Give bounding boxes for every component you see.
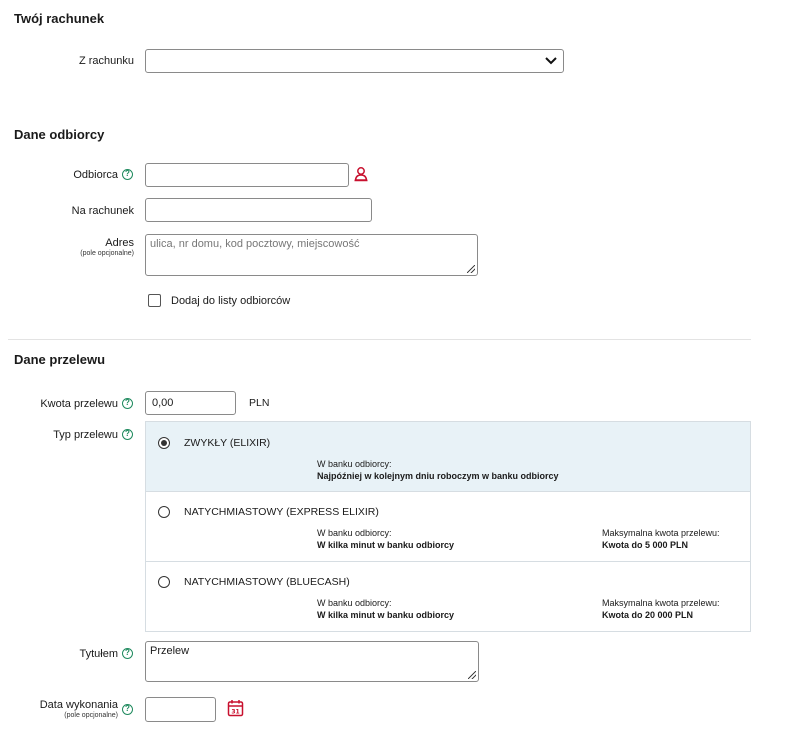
title-label: Tytułem (79, 648, 118, 660)
option-title: ZWYKŁY (ELIXIR) (184, 437, 271, 449)
radio-elixir[interactable] (158, 437, 170, 449)
option-title: NATYCHMIASTOWY (BLUECASH) (184, 576, 350, 588)
option-title: NATYCHMIASTOWY (EXPRESS ELIXIR) (184, 506, 379, 518)
bank-value: Najpóźniej w kolejnym dniu roboczym w banku odbiorcy (317, 471, 559, 481)
radio-express-elixir[interactable] (158, 506, 170, 518)
section-title-recipient: Dane odbiorcy (14, 127, 105, 142)
recipient-name-label: Odbiorca (73, 169, 118, 181)
max-amount-label: Maksymalna kwota przelewu: (602, 528, 720, 538)
bank-value: W kilka minut w banku odbiorcy (317, 540, 455, 550)
date-sublabel: (pole opcjonalne) (64, 712, 118, 719)
add-to-list-label[interactable]: Dodaj do listy odbiorców (171, 295, 291, 307)
chevron-down-icon (545, 57, 557, 65)
address-sublabel: (pole opcjonalne) (80, 250, 134, 257)
address-book-person-icon[interactable] (353, 166, 369, 182)
date-input[interactable] (145, 697, 216, 722)
bank-label: W banku odbiorcy: (317, 528, 392, 538)
help-circle-icon[interactable]: ? (122, 169, 133, 180)
radio-bluecash[interactable] (158, 576, 170, 588)
from-account-select[interactable] (145, 49, 564, 73)
recipient-name-input[interactable] (145, 163, 349, 187)
bank-label: W banku odbiorcy: (317, 459, 392, 469)
max-amount-label: Maksymalna kwota przelewu: (602, 598, 720, 608)
resize-grip-icon[interactable] (467, 265, 475, 273)
bank-value: W kilka minut w banku odbiorcy (317, 610, 455, 620)
section-divider (8, 339, 751, 340)
resize-grip-icon[interactable] (468, 671, 476, 679)
calendar-day-text: 31 (231, 708, 240, 716)
help-circle-icon[interactable]: ? (122, 398, 133, 409)
address-textarea[interactable] (145, 234, 478, 276)
help-circle-icon[interactable]: ? (122, 704, 133, 715)
address-placeholder: ulica, nr domu, kod pocztowy, miejscowość (150, 238, 360, 250)
add-to-list-checkbox[interactable] (148, 294, 161, 307)
currency-label: PLN (249, 397, 270, 409)
section-title-transfer: Dane przelewu (14, 352, 106, 367)
recipient-account-label: Na rachunek (71, 205, 134, 217)
date-label: Data wykonania (39, 699, 118, 711)
bank-label: W banku odbiorcy: (317, 598, 392, 608)
address-label: Adres (105, 237, 134, 249)
section-title-account: Twój rachunek (14, 11, 105, 26)
max-amount-value: Kwota do 5 000 PLN (602, 540, 689, 550)
transfer-type-label: Typ przelewu (53, 429, 118, 441)
transfer-option-elixir[interactable] (145, 421, 751, 492)
title-value: Przelew (150, 645, 190, 657)
from-account-label: Z rachunku (78, 55, 134, 67)
recipient-account-input[interactable] (145, 198, 372, 222)
transfer-option-express-elixir[interactable] (145, 492, 751, 562)
title-textarea[interactable] (145, 641, 479, 682)
amount-label: Kwota przelewu (40, 398, 118, 410)
calendar-icon[interactable] (227, 699, 244, 717)
max-amount-value: Kwota do 20 000 PLN (602, 610, 694, 620)
help-circle-icon[interactable]: ? (122, 648, 133, 659)
help-circle-icon[interactable]: ? (122, 429, 133, 440)
amount-input[interactable] (145, 391, 236, 415)
transfer-option-bluecash[interactable] (145, 562, 751, 632)
